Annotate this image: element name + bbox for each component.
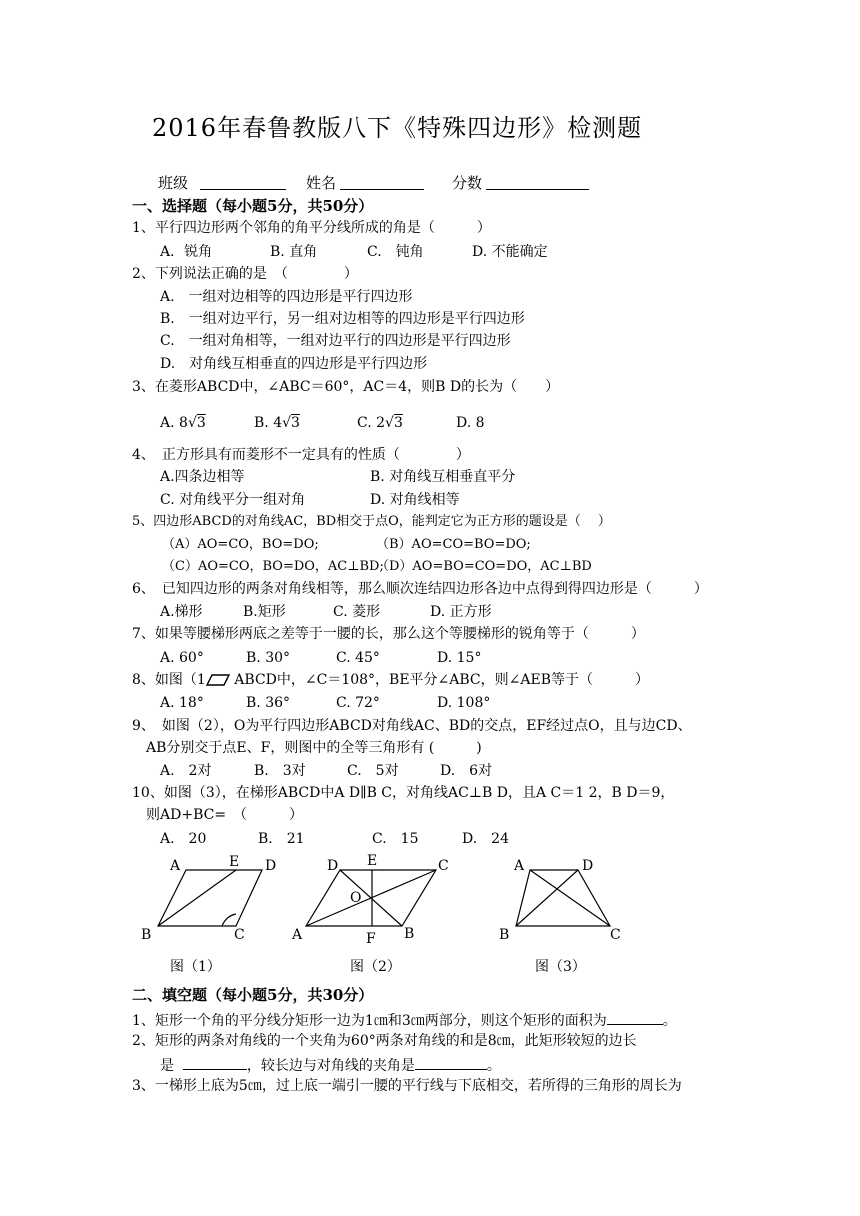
fig2-label-o: O: [350, 890, 362, 906]
fig1-label-b: B: [141, 927, 152, 943]
q2-option-b: B. 一组对边平行，另一组对边相等的四边形是平行四边形: [160, 311, 525, 327]
q1-option-c: C. 钝角: [367, 244, 424, 260]
fig2-label-c: C: [438, 858, 449, 874]
q3-option-d: D. 8: [456, 415, 485, 431]
fig3-label-a: A: [514, 858, 525, 874]
q1-option-d: D. 不能确定: [472, 244, 548, 260]
q2-stem: 2、下列说法正确的是 （ ）: [132, 266, 358, 282]
section1-heading: 一、选择题（每小题5分，共50分）: [132, 197, 374, 215]
fig3-diagonal-bd: [516, 870, 578, 926]
q5-option-d: （D）AO=BO=CO=DO，AC⊥BD: [376, 559, 592, 574]
q10-option-a: A. 20: [160, 831, 207, 847]
fig3-trapezoid: [516, 870, 610, 926]
q6-option-d: D. 正方形: [430, 604, 492, 620]
q6-option-b: B.矩形: [243, 604, 286, 620]
q1-option-a: A．锐角: [160, 244, 213, 260]
q2-option-a: A. 一组对边相等的四边形是平行四边形: [160, 289, 413, 305]
class-label: 班级: [158, 174, 189, 192]
q4-option-c: C. 对角线平分一组对角: [160, 492, 306, 508]
q8-option-d: D. 108°: [437, 695, 491, 711]
fig2-label-b: B: [404, 926, 415, 942]
fig1-label-a: A: [170, 858, 181, 874]
fill-q3-line1: 3、一梯形上底为5㎝，过上底一端引一腰的平行线与下底相交，若所得的三角形的周长为: [132, 1078, 682, 1094]
q10-option-d: D. 24: [462, 831, 509, 847]
q7-option-c: C. 45°: [336, 650, 380, 666]
q7-stem: 7、如果等腰梯形两底之差等于一腰的长，那么这个等腰梯形的锐角等于（ ）: [132, 626, 645, 642]
sqrt-icon: √3: [187, 415, 206, 431]
q10-stem-line1: 10、如图（3），在梯形ABCD中A D∥B C，对角线AC⊥B D，且A C＝1 2，B D＝9，: [132, 785, 675, 801]
fill-q2-line1: 2、矩形的两条对角线的一个夹角为60°两条对角线的和是8㎝，此矩形较短的边长: [132, 1033, 637, 1049]
q8-stem: 8、如图（1 ABCD中，∠C＝108°，BE平分∠ABC，则∠AEB等于（ ）: [132, 672, 649, 688]
fig1-label-e: E: [229, 854, 240, 870]
q6-stem: 6、 已知四边形的两条对角线相等，那么顺次连结四边形各边中点得到得四边形是（ ）: [132, 581, 708, 597]
q4-option-d: D. 对角线相等: [370, 492, 460, 508]
fig2-label-e: E: [367, 853, 378, 869]
q1-stem: 1、平行四边形两个邻角的角平分线所成的角是（ ）: [132, 220, 491, 236]
q3-option-b: B. 4√3: [254, 415, 300, 431]
score-label: 分数: [452, 174, 483, 192]
section2-heading: 二、填空题（每小题5分，共30分）: [132, 986, 374, 1004]
fill-q2-line2: 是 ，较长边与对角线的夹角是 。: [160, 1054, 501, 1075]
q10-stem-line2: 则AD+BC= （ ）: [146, 807, 304, 823]
q9-stem-line2: AB分别交于点E、F，则图中的全等三角形有 ( ): [146, 740, 482, 756]
q7-option-a: A. 60°: [160, 650, 204, 666]
q8-option-c: C. 72°: [336, 695, 380, 711]
fig3-label-d: D: [582, 858, 594, 874]
name-label: 姓名: [306, 174, 337, 192]
q9-option-a: A. 2对: [160, 763, 212, 779]
q5-option-c: （C）AO=CO，BO=DO，AC⊥BD;: [162, 559, 384, 574]
q9-stem-line1: 9、 如图（2），O为平行四边形ABCD对角线AC、BD的交点，EF经过点O，且与边CD、: [132, 718, 692, 734]
q5-option-b: （B）AO=CO=BO=DO;: [376, 537, 531, 552]
q8-option-b: B. 36°: [246, 695, 291, 711]
q4-option-a: A.四条边相等: [160, 469, 245, 485]
fig2-caption: 图（2）: [350, 959, 401, 975]
q5-option-a: （A）AO=CO，BO=DO;: [162, 537, 319, 552]
q5-stem: 5、四边形ABCD的对角线AC，BD相交于点O，能判定它为正方形的题设是（ ）: [132, 514, 611, 529]
q10-option-b: B. 21: [258, 831, 305, 847]
q8-option-a: A. 18°: [160, 695, 204, 711]
fig3-caption: 图（3）: [535, 959, 586, 975]
q6-option-a: A.梯形: [160, 604, 203, 620]
fig1-caption: 图（1）: [170, 959, 221, 975]
q9-option-d: D. 6对: [440, 763, 493, 779]
fill-q1: 1、矩形一个角的平分线分矩形一边为1㎝和3㎝两部分，则这个矩形的面积为 。: [132, 1009, 677, 1030]
fig2-label-d: D: [327, 858, 339, 874]
fig3-label-c: C: [610, 927, 621, 943]
page-title: 2016年春鲁教版八下《特殊四边形》检测题: [152, 114, 643, 142]
q7-option-d: D. 15°: [437, 650, 482, 666]
fill-q2-blank-2[interactable]: [415, 1054, 487, 1070]
fig2-label-f: F: [366, 931, 376, 947]
fill-q2-blank-1[interactable]: [183, 1054, 247, 1070]
sqrt-icon: √3: [282, 415, 300, 431]
q4-option-b: B. 对角线互相垂直平分: [370, 469, 516, 485]
q7-option-b: B. 30°: [246, 650, 291, 666]
q3-option-a: A. 8√3: [160, 415, 206, 431]
q4-stem: 4、 正方形具有而菱形不一定具有的性质（ ）: [132, 447, 470, 463]
q2-option-c: C. 一组对角相等，一组对边平行的四边形是平行四边形: [160, 333, 511, 349]
q2-option-d: D. 对角线互相垂直的四边形是平行四边形: [160, 356, 428, 372]
q10-option-c: C. 15: [372, 831, 419, 847]
fill-q1-blank[interactable]: [607, 1009, 663, 1025]
fig1-label-c: C: [234, 927, 245, 943]
q9-option-c: C. 5对: [347, 763, 399, 779]
sqrt-icon: √3: [385, 415, 403, 431]
q3-option-c: C. 2√3: [357, 415, 403, 431]
q9-option-b: B. 3对: [254, 763, 306, 779]
q3-stem: 3、在菱形ABCD中，∠ABC＝60°，AC＝4，则B D的长为（ ）: [132, 379, 560, 395]
q1-option-b: B. 直角: [270, 244, 318, 260]
fig3-label-b: B: [499, 927, 510, 943]
fig3-diagonal-ac: [530, 870, 610, 926]
fig1-label-d: D: [265, 858, 277, 874]
q6-option-c: C. 菱形: [333, 604, 381, 620]
fig2-label-a: A: [292, 927, 303, 943]
